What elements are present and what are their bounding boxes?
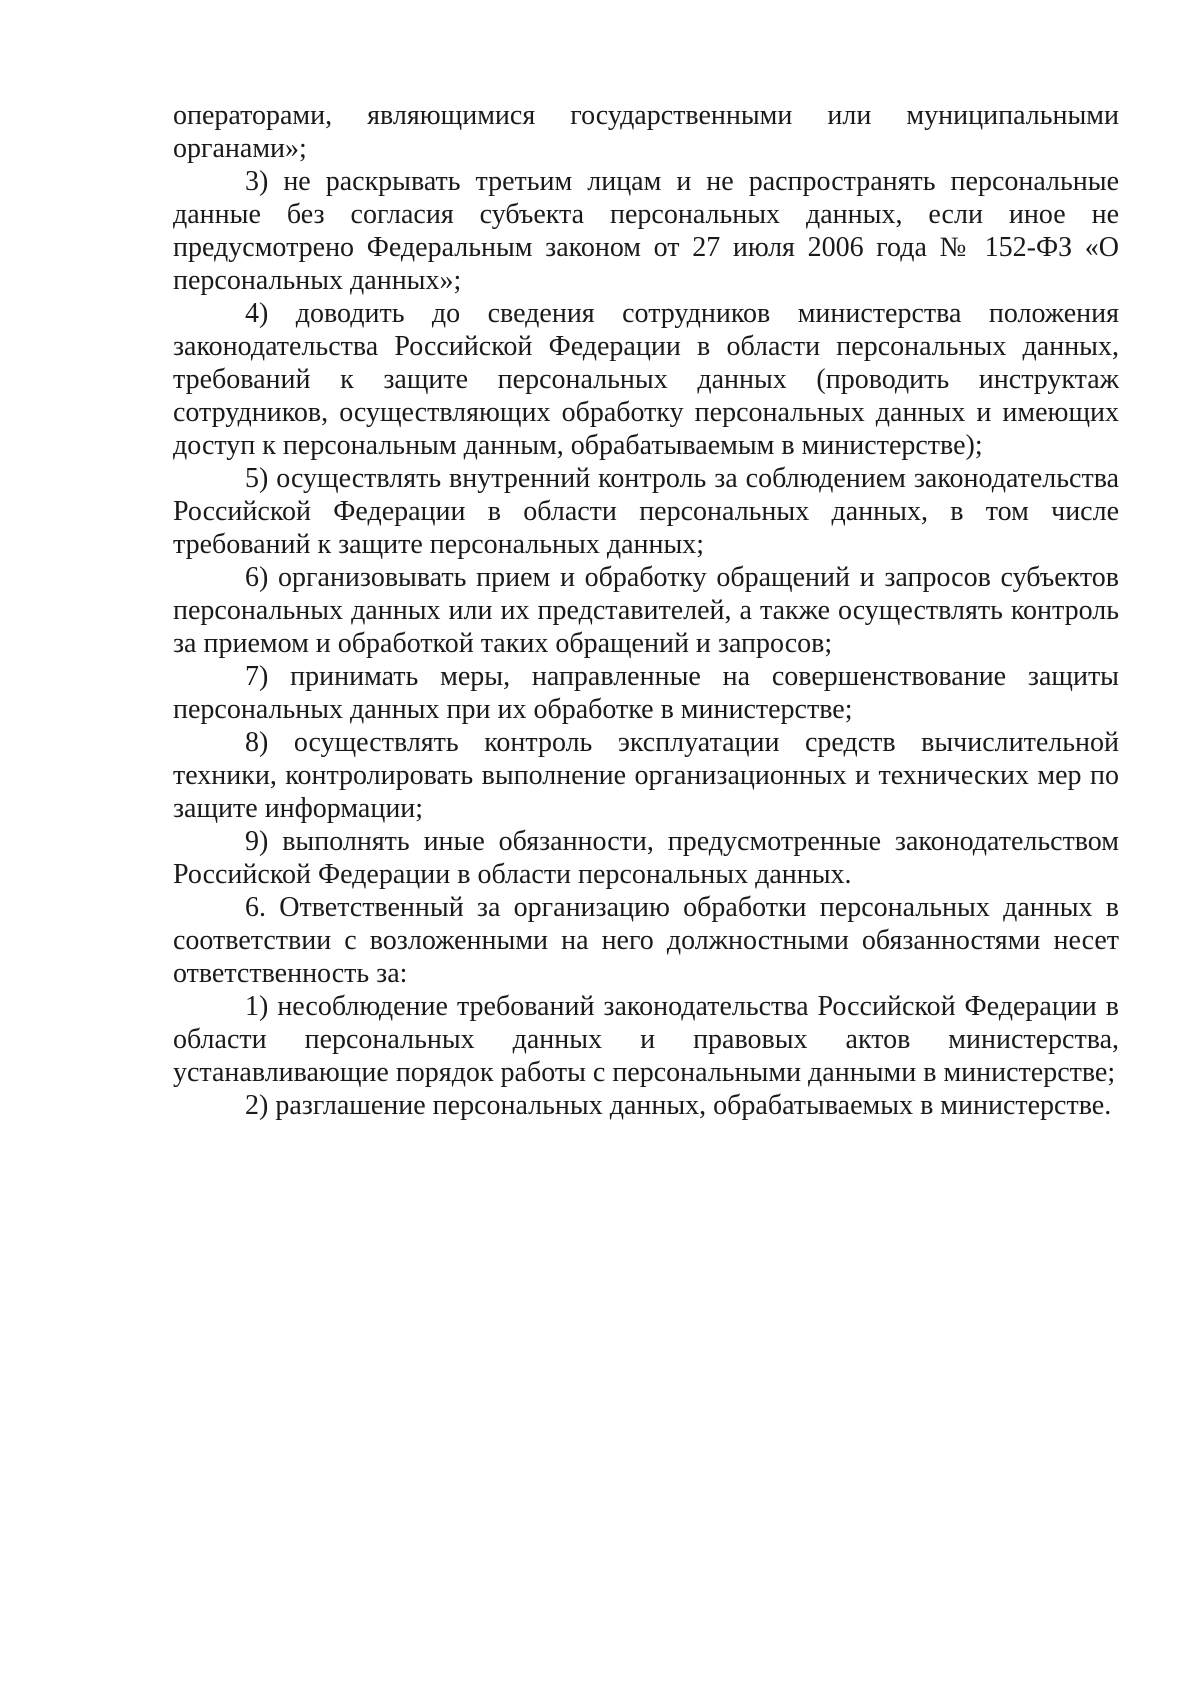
paragraph-item-8: 8) осуществлять контроль эксплуатации средств вычислительной техники, контролировать выполнение организационных и технических мер по защите информации; bbox=[173, 727, 1119, 824]
paragraph-item-5: 5) осуществлять внутренний контроль за соблюдением законодательства Российской Федерации в области персональных данных, в том числе требований к защите персональных данных; bbox=[173, 463, 1119, 560]
paragraph-liability-1: 1) несоблюдение требований законодательства Российской Федерации в области персональных данных и правовых актов министерства, устанавливающие порядок работы с персональными данными в министерстве; bbox=[173, 991, 1119, 1088]
document-body bbox=[173, 99, 1119, 1122]
paragraph-section-6: 6. Ответственный за организацию обработки персональных данных в соответствии с возложенными на него должностными обязанностями несет ответственность за: bbox=[173, 892, 1119, 989]
paragraph-continuation: операторами, являющимися государственными или муниципальными органами»; bbox=[173, 100, 1119, 164]
paragraph-liability-2: 2) разглашение персональных данных, обрабатываемых в министерстве. bbox=[245, 1090, 1112, 1121]
paragraph-item-3: 3) не раскрывать третьим лицам и не распространять персональные данные без согласия субъекта персональных данных, если иное не предусмотрено Федеральным законом от 27 июля 2006 года № 152-ФЗ «О персональных данных»; bbox=[173, 166, 1119, 296]
paragraph-item-4: 4) доводить до сведения сотрудников министерства положения законодательства Российской Федерации в области персональных данных, требований к защите персональных данных (проводить инструктаж сотрудников, осуществляющих обработку персональных данных и имеющих доступ к персональным данным, обрабатываемым в министерстве); bbox=[173, 298, 1119, 461]
paragraph-item-6: 6) организовывать прием и обработку обращений и запросов субъектов персональных данных или их представителей, а также осуществлять контроль за приемом и обработкой таких обращений и запросов; bbox=[173, 562, 1119, 659]
paragraph-item-7: 7) принимать меры, направленные на совершенствование защиты персональных данных при их обработке в министерстве; bbox=[173, 661, 1119, 725]
paragraph-item-9: 9) выполнять иные обязанности, предусмотренные законодательством Российской Федерации в области персональных данных. bbox=[173, 826, 1119, 890]
